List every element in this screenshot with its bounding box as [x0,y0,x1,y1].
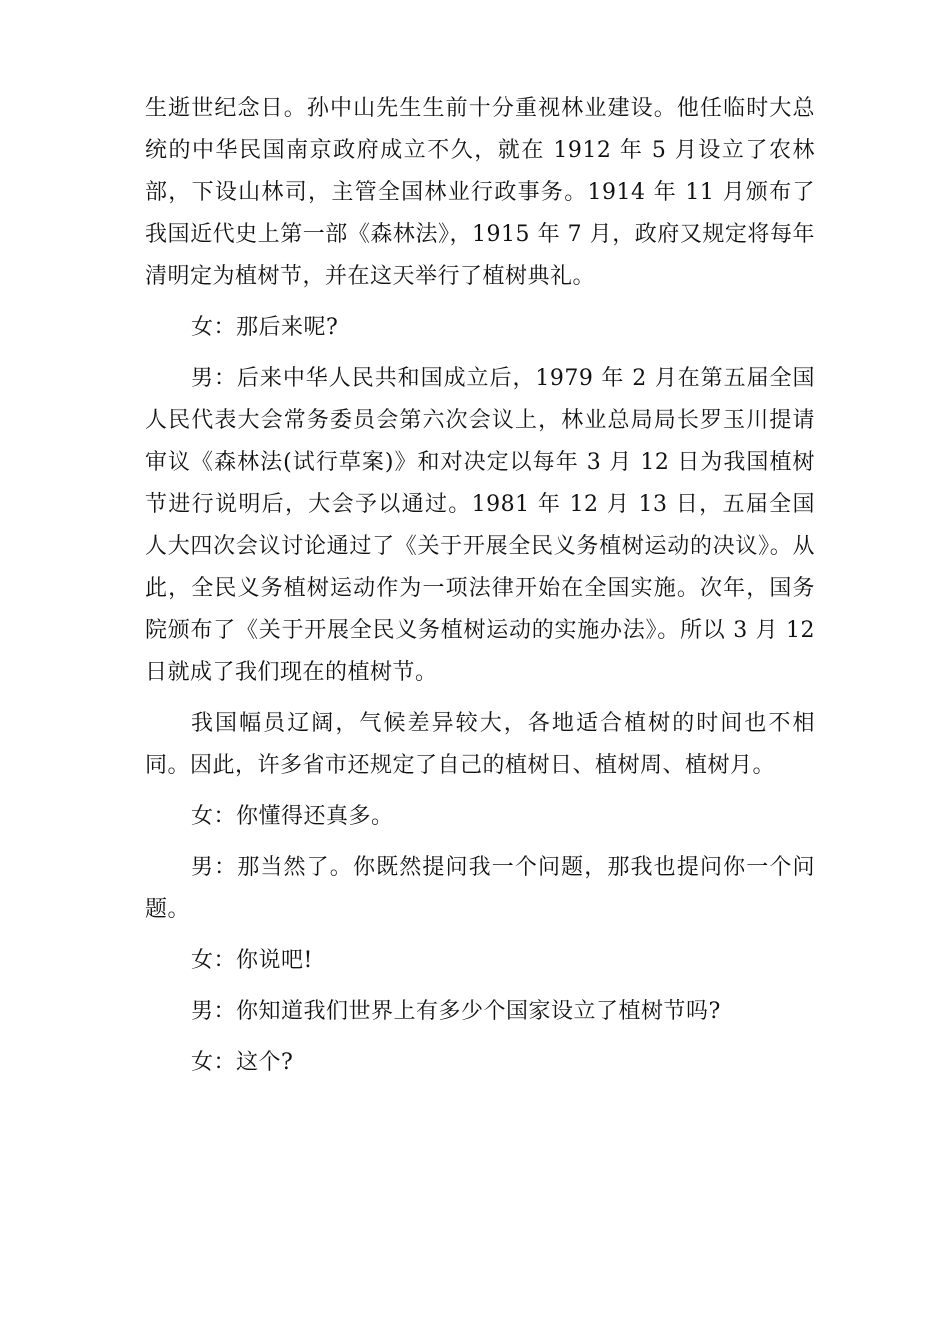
document-page [145,88,815,1093]
dialogue-female-praise: 女：你懂得还真多。 [191,804,394,829]
paragraph-intro-continued: 生逝世纪念日。孙中山先生生前十分重视林业建设。他任临时大总统的中华民国南京政府成立不久，就在 1912 年 5 月设立了农林部，下设山林司，主管全国林业行政事务。1914 年 11 月颁布了我国近代史上第一部《森林法》，1915 年 7 月，政府又规定将每年清明定为植树节，并在这天举行了植树典礼。 [145,96,815,289]
dialogue-male-question: 男：你知道我们世界上有多少个国家设立了植树节吗? [191,999,721,1024]
dialogue-female-hesitation: 女：这个? [191,1050,294,1075]
dialogue-male-history: 男：后来中华人民共和国成立后，1979 年 2 月在第五届全国人民代表大会常务委员会第六次会议上，林业总局局长罗玉川提请审议《森林法(试行草案)》和对决定以每年 3 月 12 日为我国植树节进行说明后，大会予以通过。1981 年 12 月 13 日，五届全国人大四次会议讨论通过了《关于开展全民义务植树运动的决议》。从此，全民义务植树运动作为一项法律开始在全国实施。次年，国务院颁布了《关于开展全民义务植树运动的实施办法》。所以 3 月 12 日就成了我们现在的植树节。 [145,366,815,685]
paragraph-regional-dates: 我国幅员辽阔，气候差异较大，各地适合植树的时间也不相同。因此，许多省市还规定了自己的植树日、植树周、植树月。 [145,711,815,778]
dialogue-female-question: 女：那后来呢? [191,315,339,340]
dialogue-male-counter-question: 男：那当然了。你既然提问我一个问题，那我也提问你一个问题。 [145,855,815,922]
dialogue-female-go-ahead: 女：你说吧! [191,948,313,973]
